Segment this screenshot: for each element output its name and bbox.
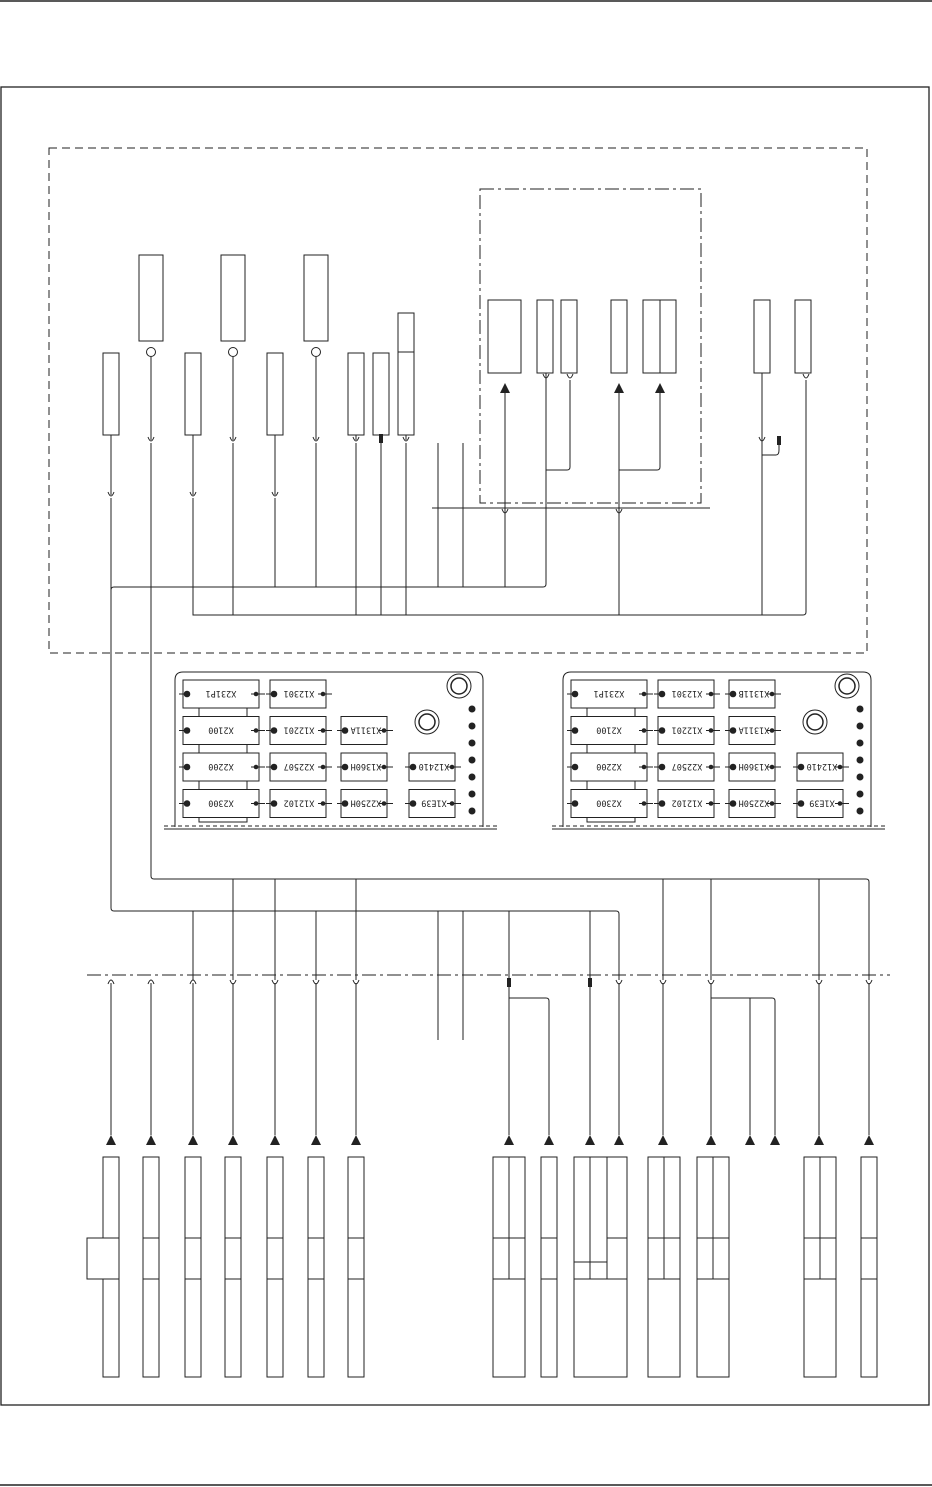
fuse: [567, 717, 653, 745]
module-box: [537, 300, 553, 373]
fuse: [725, 680, 781, 708]
terminal-block: [143, 1157, 159, 1377]
fuse: [179, 753, 265, 781]
fuse-label: X2200: [208, 761, 234, 771]
connector-block: [588, 978, 592, 987]
terminal-block: [861, 1157, 877, 1377]
module-box: [488, 300, 521, 373]
fuse-label: X2100: [596, 724, 622, 735]
fuse-label: X12301: [283, 688, 315, 698]
fuse-label: X1E39: [809, 797, 835, 808]
connector-circle: [312, 348, 321, 357]
fuse-label: X2250H: [350, 797, 382, 808]
fuse: [725, 790, 781, 818]
fuse-label: X12102: [283, 797, 315, 808]
fuse-label: X1311A: [738, 724, 770, 735]
fuse: [337, 790, 393, 818]
relay-box: [221, 255, 245, 341]
connector-circle: [229, 348, 238, 357]
fuse: [567, 790, 653, 818]
terminal-dot: [857, 774, 864, 781]
sensor-box: [185, 353, 201, 435]
module-box: [611, 300, 627, 373]
fuse: [567, 753, 653, 781]
sensor-box: [795, 300, 811, 373]
mounting-hole-inner: [807, 714, 823, 730]
upper-wiring: [111, 357, 869, 980]
fuse-label: X231P1: [593, 688, 625, 698]
fuse-label: X1360H: [350, 761, 382, 771]
lower-connector-dividers: [103, 1157, 877, 1279]
connector-block: [507, 978, 511, 987]
module-box: [561, 300, 577, 373]
fuse: [725, 717, 781, 745]
terminal-block: [541, 1157, 557, 1377]
terminal-dot: [857, 723, 864, 730]
terminal-block: [574, 1157, 627, 1377]
sensor-box: [103, 353, 119, 435]
terminal-block: [225, 1157, 241, 1377]
fuse: [337, 717, 393, 745]
terminal-dot: [469, 740, 476, 747]
relay-box: [139, 255, 163, 341]
terminal-dot: [857, 740, 864, 747]
upper-enclosure: [49, 148, 867, 653]
fuse: [405, 753, 461, 781]
terminal-dot: [469, 808, 476, 815]
terminal-dot: [857, 791, 864, 798]
fuse-label: X12410: [418, 761, 450, 771]
sensor-box: [267, 353, 283, 435]
fuse-label: X2300: [208, 797, 234, 808]
terminal-dot: [469, 706, 476, 713]
fuse: [654, 753, 720, 781]
upper-connector-ticks: [108, 374, 809, 513]
fuse-label: X1311B: [738, 688, 770, 698]
mounting-hole-inner: [839, 678, 855, 694]
upper-components: [103, 255, 811, 435]
fuse: [793, 790, 849, 818]
fuse: [567, 680, 653, 708]
fuse: [654, 680, 720, 708]
fuse-label: X2250H: [738, 797, 770, 808]
fuse-label: X22507: [283, 761, 315, 771]
fuse: [179, 717, 265, 745]
fuse-label: X1360H: [738, 761, 770, 771]
upper-arrows: [500, 383, 665, 393]
fuse-label: X12102: [671, 797, 703, 808]
mounting-hole-inner: [419, 714, 435, 730]
fuse-label: X1E39: [421, 797, 447, 808]
terminal-dot: [469, 791, 476, 798]
terminal-block-tab: [87, 1238, 119, 1279]
fuse-label: X12410: [806, 761, 838, 771]
fuse-panel: [164, 672, 497, 829]
connector-block: [379, 434, 383, 443]
fuse: [179, 790, 265, 818]
terminal-dot: [469, 757, 476, 764]
fuse-label: X231P1: [205, 688, 237, 698]
fuse: [405, 790, 461, 818]
lower-connectors: [87, 1157, 877, 1377]
terminal-block: [185, 1157, 201, 1377]
lower-arrows: [106, 1135, 874, 1145]
fuse: [654, 717, 720, 745]
fuse-label: X1311A: [350, 724, 382, 735]
connector-block: [777, 436, 781, 445]
sensor-box: [754, 300, 770, 373]
fuse: [337, 753, 393, 781]
terminal-block: [267, 1157, 283, 1377]
fuse: [793, 753, 849, 781]
fuse: [266, 790, 332, 818]
sensor-box: [348, 353, 364, 435]
fuse: [179, 680, 265, 708]
fuse: [654, 790, 720, 818]
fuse: [266, 753, 332, 781]
relay-box: [304, 255, 328, 341]
fuse-label: X2100: [208, 724, 234, 735]
lower-connector-ticks: [108, 980, 872, 984]
sensor-box: [398, 313, 414, 435]
connector-circle: [147, 348, 156, 357]
fuse-label: X12201: [283, 724, 315, 735]
terminal-dot: [857, 757, 864, 764]
terminal-block: [308, 1157, 324, 1377]
fuse-panel: [552, 672, 885, 829]
fuse-panels: [164, 672, 885, 829]
fuse-label: X12301: [671, 688, 703, 698]
mounting-hole-inner: [451, 678, 467, 694]
terminal-block: [348, 1157, 364, 1377]
terminal-dot: [857, 706, 864, 713]
fuse-label: X2300: [596, 797, 622, 808]
fuse-label: X2200: [596, 761, 622, 771]
sensor-box: [373, 353, 389, 435]
fuse: [266, 680, 332, 708]
fuse: [725, 753, 781, 781]
terminal-dot: [469, 774, 476, 781]
terminal-dot: [469, 723, 476, 730]
terminal-dot: [857, 808, 864, 815]
fuse-label: X22507: [671, 761, 703, 771]
fuse-label: X12201: [671, 724, 703, 735]
lower-wiring: [111, 983, 869, 1135]
fuse: [266, 717, 332, 745]
